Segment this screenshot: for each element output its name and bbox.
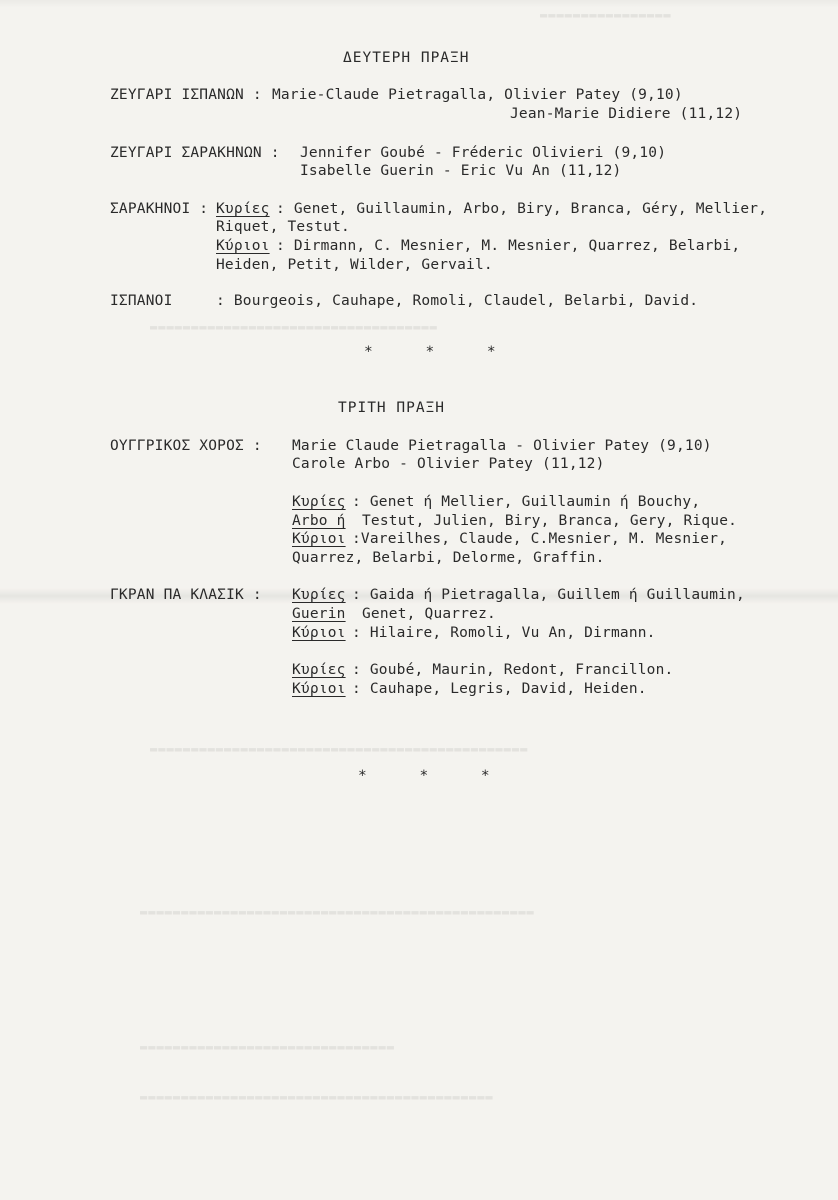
hungarian-line1: Marie Claude Pietragalla - Olivier Patey (9,10): [292, 438, 712, 454]
saracens-women-line2: Riquet, Testut.: [216, 219, 350, 235]
separator-stars-2: * * *: [358, 768, 512, 784]
couple-spanish-line2: Jean-Marie Didiere (11,12): [510, 106, 743, 122]
hungarian-label: ΟΥΓΓΡΙΚΟΣ ΧΟΡΟΣ :: [110, 438, 262, 454]
hungarian-men-line1: :Vareilhes, Claude, C.Mesnier, M. Mesnier,: [352, 531, 728, 547]
grand-pas-women-line2-underlined: Guerin: [292, 606, 346, 622]
grand-pas-men2-line1: : Cauhape, Legris, David, Heiden.: [352, 681, 647, 697]
bleed-through-text: ▬▬▬▬▬▬▬▬▬▬▬▬▬▬▬▬▬▬▬▬▬▬▬▬▬▬▬▬▬▬▬▬▬▬▬: [150, 320, 438, 334]
hungarian-men-label: Κύριοι: [292, 531, 346, 547]
act2-title: ΔΕΥΤΕΡΗ ΠΡΑΞΗ: [343, 50, 470, 66]
grand-pas-men-label: Κύριοι: [292, 625, 346, 641]
grand-pas-women-line2: Genet, Quarrez.: [362, 606, 496, 622]
grand-pas-men2-label: Κύριοι: [292, 681, 346, 697]
bleed-through-text: ▬▬▬▬▬▬▬▬▬▬▬▬▬▬▬▬▬▬▬▬▬▬▬▬▬▬▬▬▬▬▬▬▬▬▬▬▬▬▬▬▬▬▬▬▬▬▬▬: [140, 905, 535, 919]
couple-saracen-line2: Isabelle Guerin - Eric Vu An (11,12): [300, 163, 622, 179]
couple-saracen-label: ΖΕΥΓΑΡΙ ΣΑΡΑΚΗΝΩΝ :: [110, 145, 280, 161]
couple-saracen-line1: Jennifer Goubé - Fréderic Olivieri (9,10): [300, 145, 667, 161]
hungarian-men-line2: Quarrez, Belarbi, Delorme, Graffin.: [292, 550, 605, 566]
grand-pas-women2-label: Κυρίες: [292, 662, 346, 678]
grand-pas-women-line1: : Gaida ή Pietragalla, Guillem ή Guillaumin,: [352, 587, 745, 603]
separator-stars: * * *: [364, 344, 518, 360]
act3-title: ΤΡΙΤΗ ΠΡΑΞΗ: [338, 400, 446, 416]
bleed-through-text: ▬▬▬▬▬▬▬▬▬▬▬▬▬▬▬▬▬▬▬▬▬▬▬▬▬▬▬▬▬▬▬: [140, 1040, 395, 1054]
saracens-men-line1: : Dirmann, C. Mesnier, M. Mesnier, Quarrez, Belarbi,: [276, 238, 741, 254]
bleed-through-text: ▬▬▬▬▬▬▬▬▬▬▬▬▬▬▬▬: [540, 8, 672, 22]
hungarian-line2: Carole Arbo - Olivier Patey (11,12): [292, 456, 605, 472]
grand-pas-women2-line1: : Goubé, Maurin, Redont, Francillon.: [352, 662, 674, 678]
hungarian-women-line2-underlined: Arbo ή: [292, 513, 346, 529]
bleed-through-text: ▬▬▬▬▬▬▬▬▬▬▬▬▬▬▬▬▬▬▬▬▬▬▬▬▬▬▬▬▬▬▬▬▬▬▬▬▬▬▬▬▬▬▬▬▬▬: [150, 742, 529, 756]
hungarian-women-label: Κυρίες: [292, 494, 346, 510]
saracens-men-line2: Heiden, Petit, Wilder, Gervail.: [216, 257, 493, 273]
hungarian-women-line2: Testut, Julien, Biry, Branca, Gery, Rique.: [362, 513, 738, 529]
saracens-women-line1: : Genet, Guillaumin, Arbo, Biry, Branca, Géry, Mellier,: [276, 201, 768, 217]
grand-pas-men-line1: : Hilaire, Romoli, Vu An, Dirmann.: [352, 625, 656, 641]
grand-pas-women-label: Κυρίες: [292, 587, 346, 603]
couple-spanish-label: ΖΕΥΓΑΡΙ ΙΣΠΑΝΩΝ :: [110, 87, 262, 103]
spanish-label: ΙΣΠΑΝΟΙ: [110, 293, 173, 309]
saracens-label: ΣΑΡΑΚΗΝΟΙ :: [110, 201, 209, 217]
spanish-line: : Bourgeois, Cauhape, Romoli, Claudel, Belarbi, David.: [216, 293, 699, 309]
saracens-women-label: Κυρίες: [216, 201, 270, 217]
hungarian-women-line1: : Genet ή Mellier, Guillaumin ή Bouchy,: [352, 494, 701, 510]
grand-pas-label: ΓΚΡΑΝ ΠΑ ΚΛΑΣΙΚ :: [110, 587, 262, 603]
saracens-men-label: Κύριοι: [216, 238, 270, 254]
couple-spanish-line1: Marie-Claude Pietragalla, Olivier Patey (9,10): [272, 87, 683, 103]
bleed-through-text: ▬▬▬▬▬▬▬▬▬▬▬▬▬▬▬▬▬▬▬▬▬▬▬▬▬▬▬▬▬▬▬▬▬▬▬▬▬▬▬▬▬▬▬: [140, 1090, 494, 1104]
